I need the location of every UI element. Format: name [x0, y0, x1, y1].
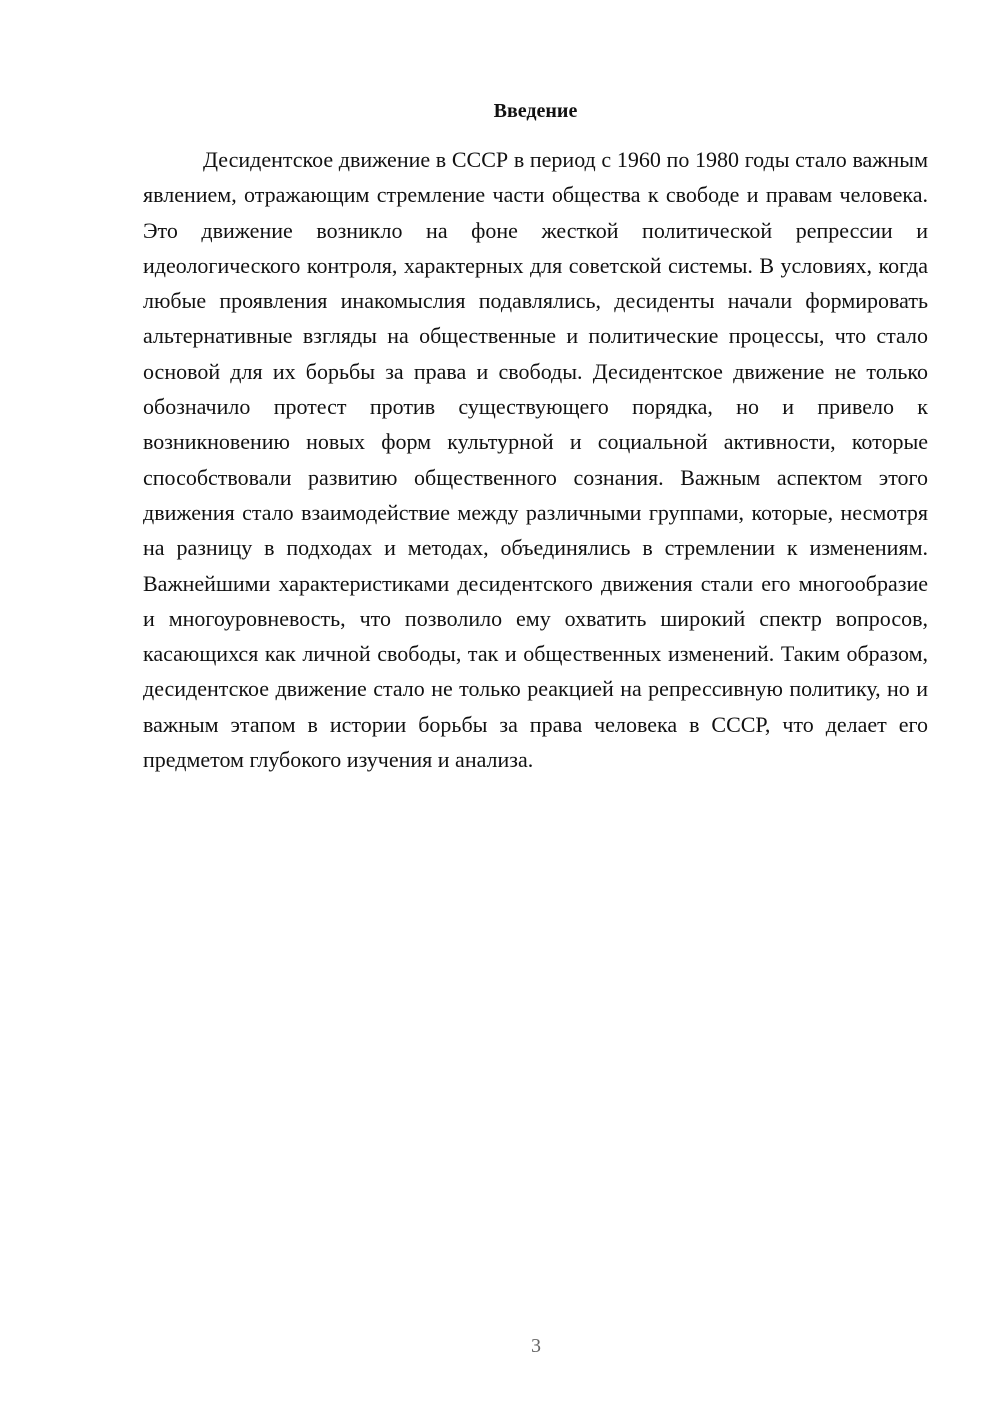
section-heading: Введение: [493, 100, 578, 122]
page-number: 3: [531, 1335, 541, 1357]
body-paragraph: Десидентское движение в СССР в период с 1960 по 1980 годы стало важным явлением, отражающим стремление части общества к свободе и правам человека. Это движение возникло на фоне жесткой политической репрессии и идеологического контроля, характерных для советской системы. В условиях, когда любые проявления инакомыслия подавлялись, десиденты начали формировать альтернативные взгляды на общественные и политические процессы, что стало основой для их борьбы за права и свободы. Десидентское движение не только обозначило протест против существующего порядка, но и привело к возникновению новых форм культурной и социальной активности, которые способствовали развитию общественного сознания. Важным аспектом этого движения стало взаимодействие между различными группами, которые, несмотря на разницу в подходах и методах, объединялись в стремлении к изменениям. Важнейшими характеристиками десидентского движения стали его многообразие и многоуровневость, что позволило ему охватить широкий спектр вопросов, касающихся как личной свободы, так и общественных изменений. Таким образом, десидентское движение стало не только реакцией на репрессивную политику, но и важным этапом в истории борьбы за права человека в СССР, что делает его предметом глубокого изучения и анализа.: [143, 147, 928, 773]
